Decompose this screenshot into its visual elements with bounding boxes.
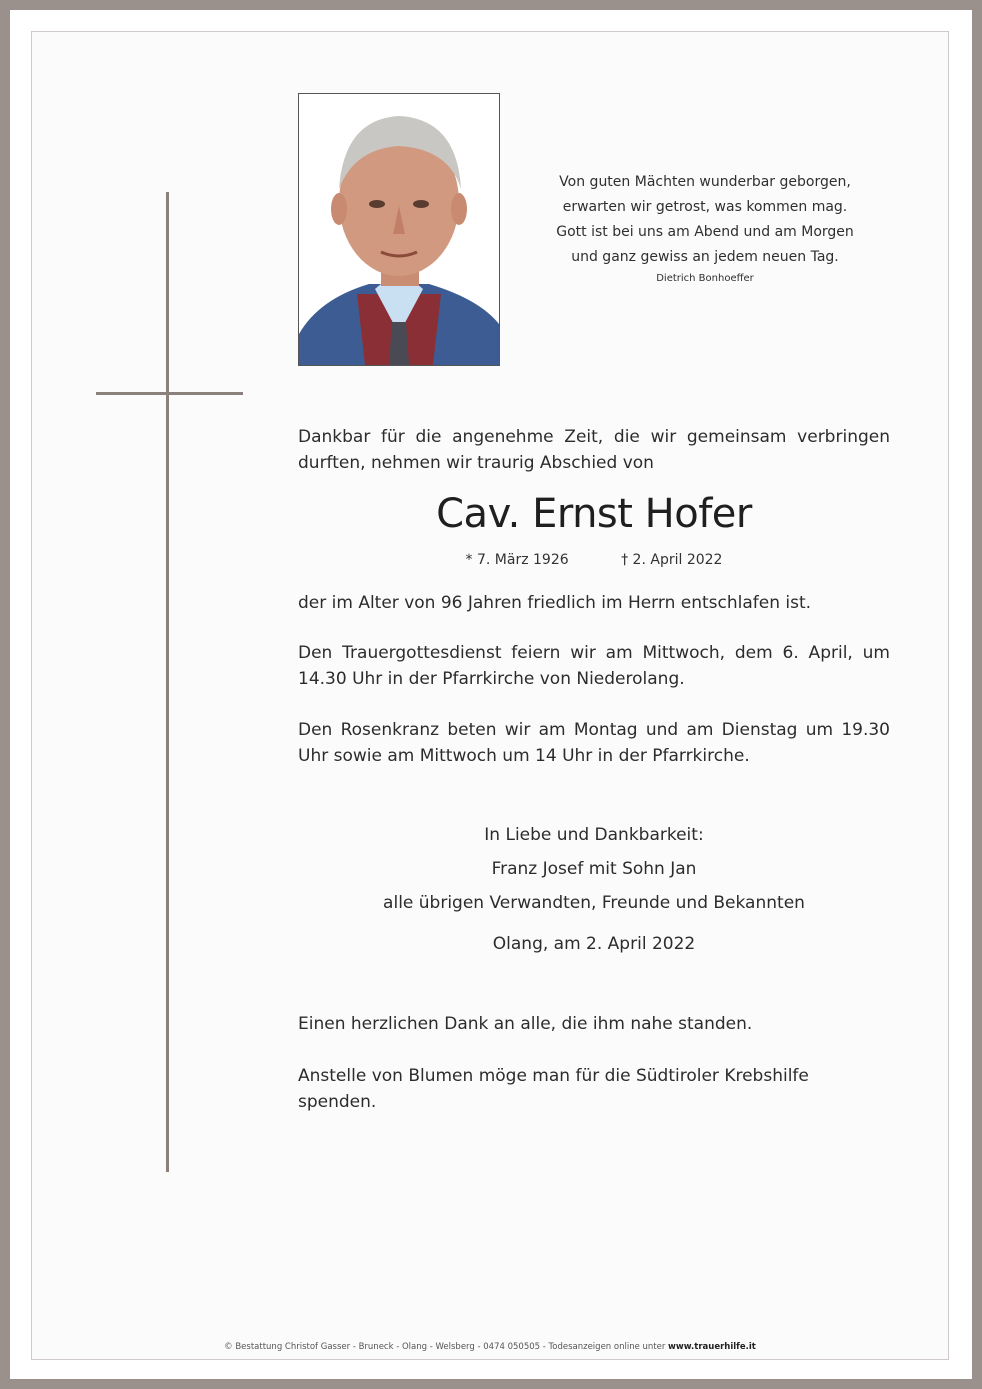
life-dates [298, 549, 890, 571]
cross-icon-vertical-bar [166, 192, 169, 1172]
footer [31, 1340, 949, 1354]
thanks-paragraph: Einen herzlichen Dank an alle, die ihm nahe standen. [298, 1014, 753, 1034]
closing-line: In Liebe und Dankbarkeit: [484, 825, 704, 845]
intro-paragraph: Dankbar für die angenehme Zeit, die wir gemeinsam verbringen durften, nehmen wir traurig Abschied von [298, 427, 890, 473]
cross-icon-horizontal-bar [96, 392, 243, 395]
birth-date: * 7. März 1926 [465, 552, 569, 568]
closing-block [298, 818, 890, 920]
place-date: Olang, am 2. April 2022 [492, 934, 696, 954]
death-date: † 2. April 2022 [621, 552, 723, 568]
poem-line: Gott ist bei uns am Abend und am Morgen [556, 224, 854, 240]
footer-text: © Bestattung Christof Gasser - Bruneck - Olang - Welsberg - 0474 050505 - Todesanzeigen online unter [224, 1342, 666, 1352]
poem-line: erwarten wir getrost, was kommen mag. [562, 199, 848, 215]
flowers-paragraph: Anstelle von Blumen möge man für die Südtiroler Krebshilfe spenden. [298, 1066, 809, 1112]
closing-line: Franz Josef mit Sohn Jan [491, 859, 697, 879]
funeral-mass-paragraph: Den Trauergottesdienst feiern wir am Mittwoch, dem 6. April, um 14.30 Uhr in der Pfarrkirche von Niederolang. [298, 643, 890, 689]
portrait-photo [298, 93, 500, 366]
closing-line: alle übrigen Verwandten, Freunde und Bekannten [383, 893, 805, 913]
deceased-name: Cav. Ernst Hofer [436, 491, 752, 537]
portrait-illustration [299, 94, 499, 365]
age-paragraph: der im Alter von 96 Jahren friedlich im Herrn entschlafen ist. [298, 593, 812, 613]
poem-line: und ganz gewiss an jedem neuen Tag. [571, 249, 839, 265]
poem-author: Dietrich Bonhoeffer [656, 273, 754, 284]
poem-block [520, 170, 890, 286]
footer-link[interactable]: www.trauerhilfe.it [668, 1342, 756, 1352]
poem-line: Von guten Mächten wunderbar geborgen, [559, 174, 851, 190]
rosary-paragraph: Den Rosenkranz beten wir am Montag und am Dienstag um 19.30 Uhr sowie am Mittwoch um 14 Uhr in der Pfarrkirche. [298, 720, 890, 766]
